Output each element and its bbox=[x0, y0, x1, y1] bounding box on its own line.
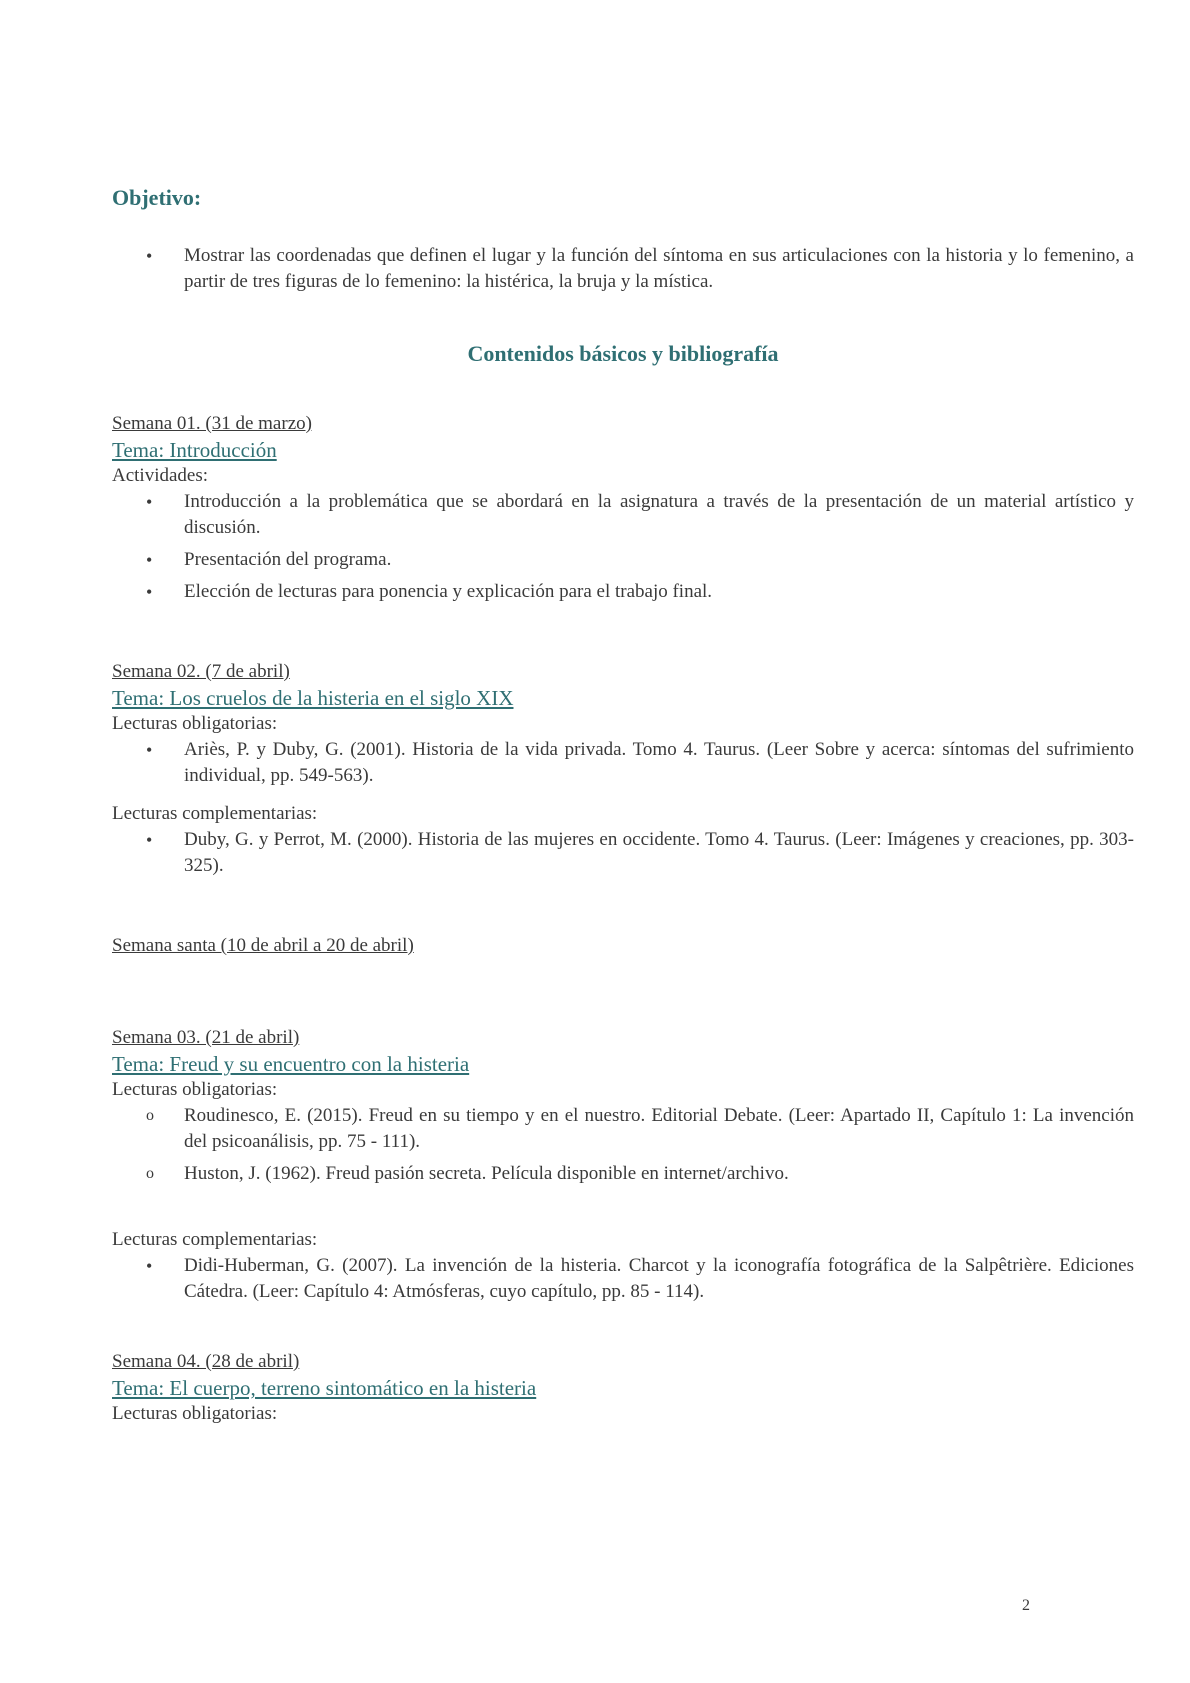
week-topic: Tema: Los cruelos de la histeria en el siglo XIX bbox=[112, 686, 514, 710]
list-item: • Didi-Huberman, G. (2007). La invención de la histeria. Charcot y la iconografía fotográfica de la Salpêtrière. Ediciones Cátedra. (Leer: Capítulo 4: Atmósferas, cuyo capítulo, pp. 85 - 114). bbox=[184, 1253, 1134, 1305]
page-content bbox=[112, 185, 1134, 1481]
list-item: • Introducción a la problemática que se abordará en la asignatura a través de la presentación de un material artístico y discusión. bbox=[184, 489, 1134, 541]
week-block bbox=[112, 659, 1134, 879]
group-label: Lecturas obligatorias: bbox=[112, 1079, 278, 1100]
week-topic: Tema: El cuerpo, terreno sintomático en la histeria bbox=[112, 1376, 537, 1400]
week-heading: Semana 03. (21 de abril) bbox=[112, 1027, 300, 1048]
group-label: Lecturas complementarias: bbox=[112, 1229, 318, 1250]
reading-list bbox=[112, 827, 1134, 879]
list-item: o Roudinesco, E. (2015). Freud en su tiempo y en el nuestro. Editorial Debate. (Leer: Apartado II, Capítulo 1: La invención del psicoanálisis, pp. 75 - 111). bbox=[184, 1103, 1134, 1155]
list-item: • Presentación del programa. bbox=[184, 547, 1134, 573]
objetivos-heading: Objetivo: bbox=[112, 185, 202, 210]
week-block bbox=[112, 1025, 1134, 1305]
objetivo-item: • Mostrar las coordenadas que definen el lugar y la función del síntoma en sus articulaciones con la historia y lo femenino, a partir de tres figuras de lo femenino: la histérica, la bruja y la mística. bbox=[184, 243, 1134, 295]
week-topic: Tema: Freud y su encuentro con la histeria bbox=[112, 1052, 470, 1076]
reading-list bbox=[112, 1253, 1134, 1305]
week-heading: Semana 04. (28 de abril) bbox=[112, 1351, 300, 1372]
page-number: 2 bbox=[1022, 1597, 1030, 1614]
reading-list bbox=[112, 737, 1134, 789]
list-item: • Elección de lecturas para ponencia y explicación para el trabajo final. bbox=[184, 579, 1134, 605]
week-heading: Semana 01. (31 de marzo) bbox=[112, 413, 312, 434]
week-block bbox=[112, 1349, 1134, 1427]
section-title: Contenidos básicos y bibliografía bbox=[467, 341, 779, 366]
group-label: Lecturas complementarias: bbox=[112, 803, 318, 824]
activity-list bbox=[112, 489, 1134, 605]
group-label: Actividades: bbox=[112, 465, 209, 486]
week-heading: Semana 02. (7 de abril) bbox=[112, 661, 290, 682]
week-heading: Semana santa (10 de abril a 20 de abril) bbox=[112, 935, 414, 956]
reading-list bbox=[112, 1103, 1134, 1187]
week-block bbox=[112, 933, 1134, 959]
list-item: • Duby, G. y Perrot, M. (2000). Historia de las mujeres en occidente. Tomo 4. Taurus. (Leer: Imágenes y creaciones, pp. 303-325). bbox=[184, 827, 1134, 879]
week-topic: Tema: Introducción bbox=[112, 438, 277, 462]
list-item: • Ariès, P. y Duby, G. (2001). Historia de la vida privada. Tomo 4. Taurus. (Leer Sobre y acerca: síntomas del sufrimiento individual, pp. 549-563). bbox=[184, 737, 1134, 789]
group-label: Lecturas obligatorias: bbox=[112, 713, 278, 734]
list-item: o Huston, J. (1962). Freud pasión secreta. Película disponible en internet/archivo. bbox=[184, 1161, 1134, 1187]
objetivos-list bbox=[112, 243, 1134, 295]
group-label: Lecturas obligatorias: bbox=[112, 1403, 278, 1424]
week-block bbox=[112, 411, 1134, 605]
